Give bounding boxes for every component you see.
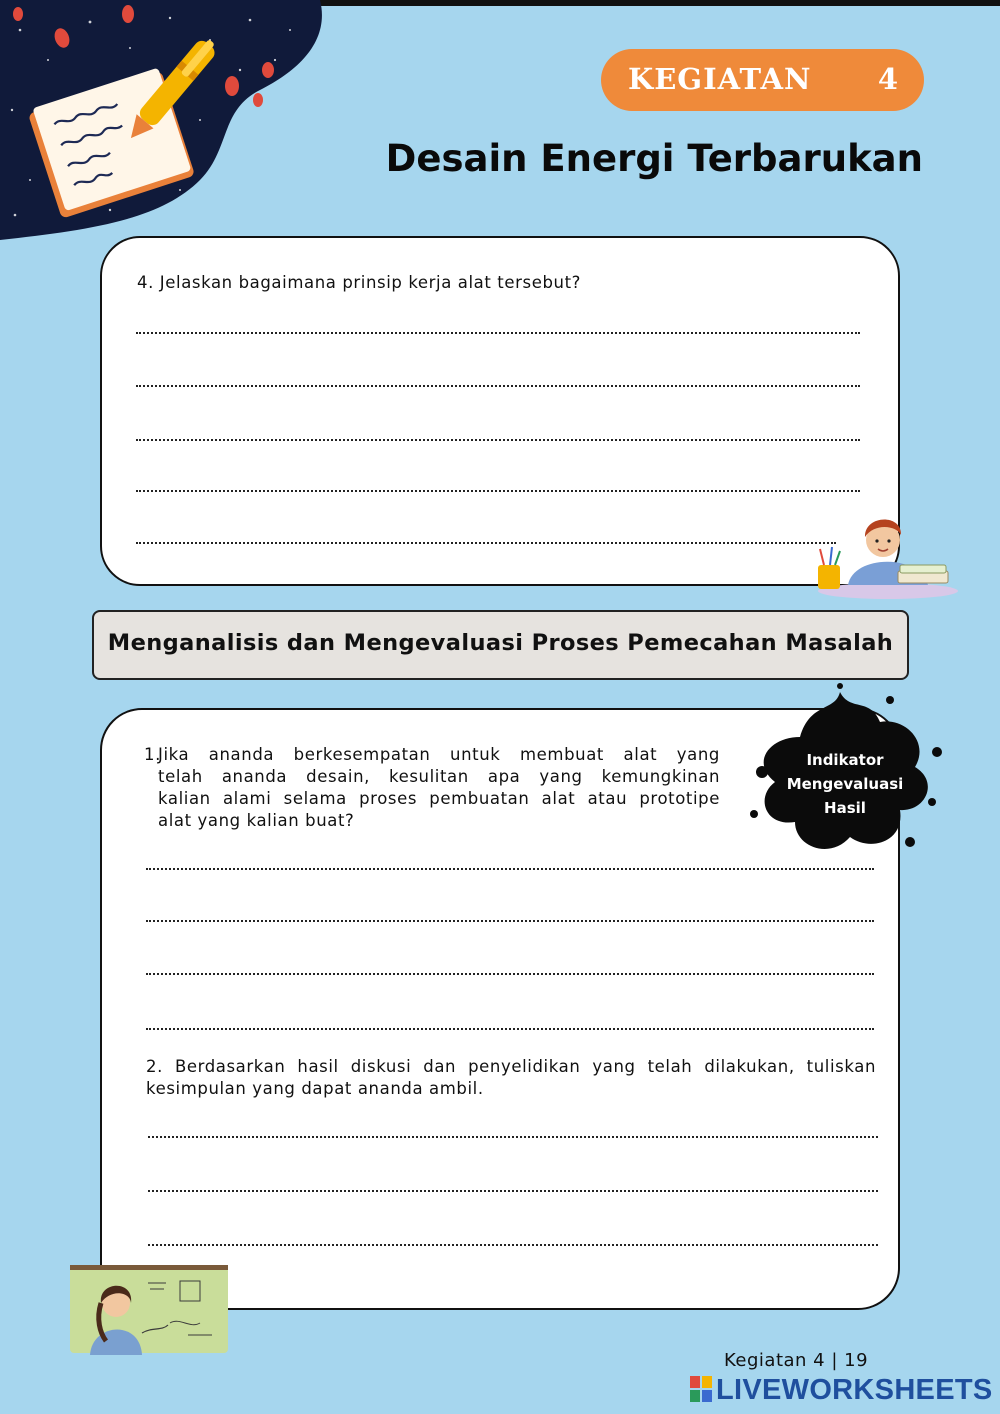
indicator-line-1: Indikator — [806, 751, 884, 769]
question-4-text: 4. Jelaskan bagaimana prinsip kerja alat tersebut? — [137, 273, 581, 292]
section-heading: Menganalisis dan Mengevaluasi Proses Pemecahan Masalah — [107, 630, 894, 656]
answer-line[interactable] — [146, 868, 874, 870]
question-1-number: 1. — [144, 745, 161, 764]
page-title: Desain Energi Terbarukan — [385, 137, 923, 180]
badge-number: 4 — [877, 62, 898, 96]
question-2-line-1: 2. Berdasarkan hasil diskusi dan penyelidikan yang telah dilakukan, tuliskan — [146, 1057, 876, 1076]
activity-badge — [601, 49, 924, 111]
indicator-label — [770, 748, 920, 820]
indicator-line-2: Mengevaluasi — [786, 775, 904, 793]
answer-line[interactable] — [148, 1244, 878, 1246]
answer-line[interactable] — [146, 1028, 874, 1030]
badge-word: KEGIATAN — [628, 62, 812, 96]
answer-line[interactable] — [136, 332, 860, 334]
indicator-line-3: Hasil — [824, 799, 866, 817]
question-1-line-3: kalian alami selama proses pembuatan alat atau prototipe — [158, 789, 720, 808]
notebook-pen-illustration — [0, 0, 340, 250]
question-2-line-2: kesimpulan yang dapat ananda ambil. — [146, 1079, 484, 1098]
answer-line[interactable] — [146, 920, 874, 922]
answer-line[interactable] — [136, 490, 860, 492]
section-heading-bar — [92, 610, 909, 680]
answer-line[interactable] — [136, 542, 836, 544]
answer-line[interactable] — [146, 973, 874, 975]
answer-line[interactable] — [148, 1190, 878, 1192]
page-footer: Kegiatan 4 | 19 — [724, 1350, 869, 1371]
answer-line[interactable] — [136, 385, 860, 387]
question-1-line-2: telah ananda desain, kesulitan apa yang kemungkinan — [158, 767, 720, 786]
answer-line[interactable] — [136, 439, 860, 441]
question-1-line-4: alat yang kalian buat? — [158, 811, 355, 830]
brand-name: LIVEWORKSHEETS — [716, 1374, 993, 1406]
teacher-chalkboard-illustration — [70, 1263, 228, 1355]
answer-line[interactable] — [148, 1136, 878, 1138]
liveworksheets-brand — [690, 1374, 993, 1407]
question-1-line-1: Jika ananda berkesempatan untuk membuat alat yang — [158, 745, 720, 764]
student-writing-illustration — [808, 505, 958, 600]
liveworksheets-logo-icon — [690, 1376, 712, 1402]
